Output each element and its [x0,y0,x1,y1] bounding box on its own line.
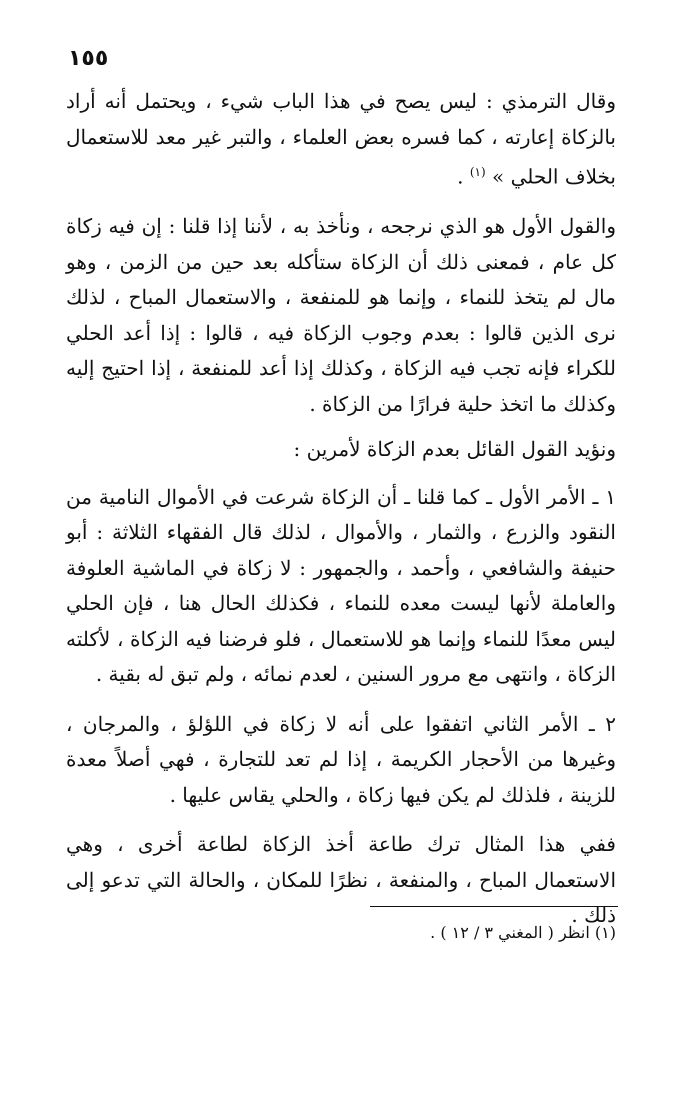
paragraph-tirmidhi-quote [66,84,616,195]
paragraph-conclusion: ففي هذا المثال ترك طاعة أخذ الزكاة لطاعة أخرى ، وهي الاستعمال المباح ، والمنفعة ، نظرًا للمكان ، والحالة التي تدعو إلى ذلك . [66,832,616,928]
paragraph-text: وقال الترمذي : ليس يصح في هذا الباب شيء ، ويحتمل أنه أراد بالزكاة إعارته ، كما فسره بعض العلماء ، والتبر غير معد للاستعمال بخلاف الحلي » [66,89,616,189]
paragraph-tail: . [457,164,470,189]
page-number: ١٥٥ [68,46,109,71]
paragraph-two-reasons: ونؤيد القول القائل بعدم الزكاة لأمرين : [293,437,616,462]
footnote-divider [370,906,618,907]
footnote: (١) انظر ( المغني ٣ / ١٢ ) . [430,923,616,942]
footnote-reference: (١) [469,165,486,179]
paragraph-second-reason: ٢ ـ الأمر الثاني اتفقوا على أنه لا زكاة في اللؤلؤ ، والمرجان ، وغيرها من الأحجار الكريمة ، إذا لم تعد للتجارة ، فهي أصلاً معدة للزينة ، فلذلك لم يكن فيها زكاة ، والحلي يقاس عليها . [66,711,616,807]
paragraph-preferred-opinion: والقول الأول هو الذي نرجحه ، ونأخذ به ، لأننا إذا قلنا : إن فيه زكاة كل عام ، فمعنى ذلك أن الزكاة ستأكله بعد حين من الزمن ، وهو مال لم يتخذ للنماء ، وإنما هو للمنفعة ، والاستعمال المباح ، لذلك نرى الذين قالوا : بعدم وجوب الزكاة فيه ، قالوا : إذا أعد الحلي للكراء فإنه تجب فيه الزكاة ، وكذلك إذا أعد للمنفعة ، إذا احتيج إليه وكذلك ما اتخذ حلية فرارًا من الزكاة . [66,214,616,416]
paragraph-first-reason: ١ ـ الأمر الأول ـ كما قلنا ـ أن الزكاة شرعت في الأموال النامية من النقود والزرع ، والثمار ، والأموال ، لذلك قال الفقهاء الثلاثة : أبو حنيفة والشافعي ، وأحمد ، والجمهور : لا زكاة في الماشية العلوفة والعاملة لأنها ليست معده للنماء ، فكذلك الحال هنا ، فإن الحلي ليس معدًا للنماء وإنما هو للاستعمال ، فلو فرضنا فيه الزكاة ، لأكلته الزكاة ، وانتهى مع مرور السنين ، لعدم نمائه ، ولم تبق له بقية . [66,484,616,687]
main-text [66,84,616,946]
